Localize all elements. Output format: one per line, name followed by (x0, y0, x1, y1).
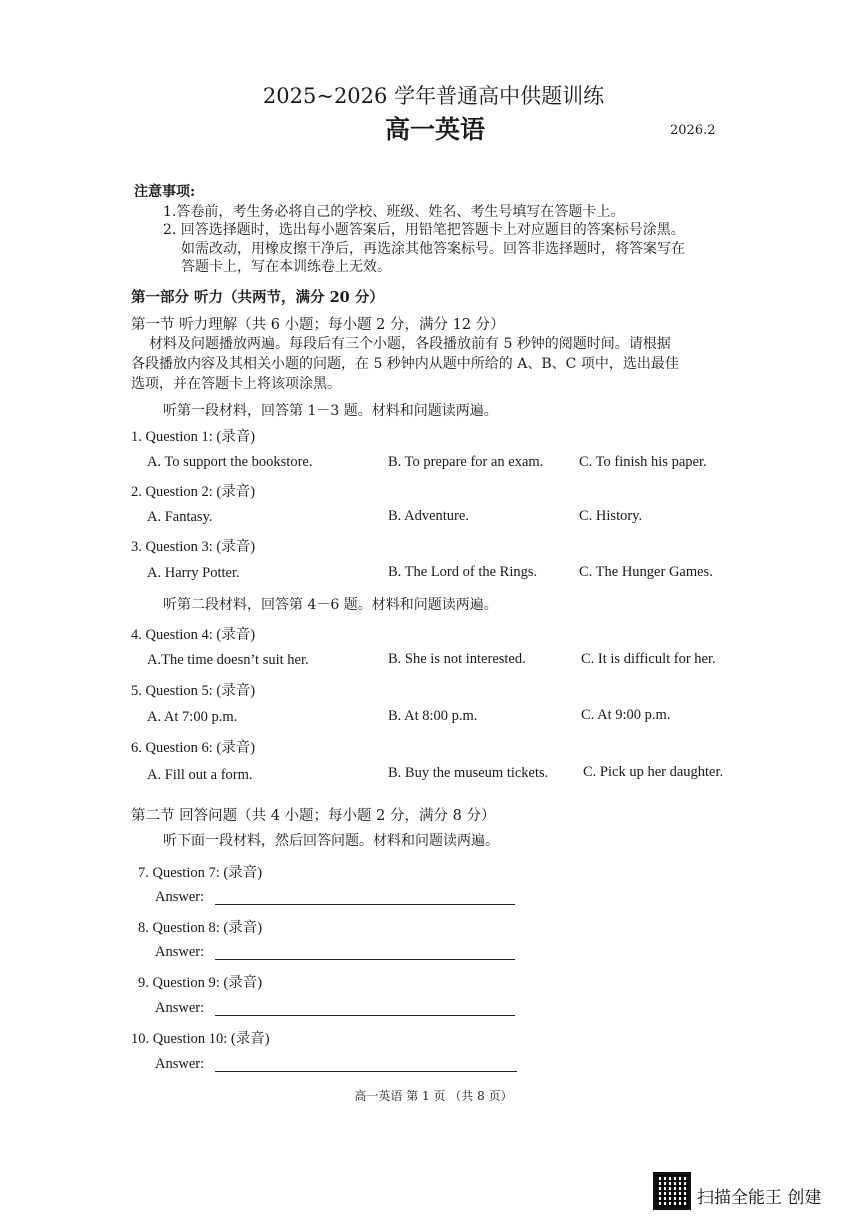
q5-option-a: A. At 7:00 p.m. (147, 709, 238, 725)
q4-option-c: C. It is difficult for her. (581, 651, 716, 667)
group2-instr: 听第二段材料，回答第 4－6 题。材料和问题读两遍。 (163, 597, 498, 613)
notice-item-2-line1: 2. 回答选择题时，选出每小题答案后，用铅笔把答题卡上对应题目的答案标号涂黑。 (163, 222, 685, 238)
q1-option-c: C. To finish his paper. (579, 454, 707, 470)
q4-option-a: A.The time doesn’t suit her. (147, 652, 309, 668)
q4-option-b: B. She is not interested. (388, 651, 526, 667)
section2-heading: 第二节 回答问题（共 4 小题；每小题 2 分，满分 8 分） (131, 808, 496, 824)
answer-line-8[interactable] (215, 959, 515, 960)
notice-item-2-line2: 如需改动，用橡皮擦干净后，再选涂其他答案标号。回答非选择题时，将答案写在 (181, 241, 685, 257)
question-1: 1. Question 1: (录音) (131, 429, 256, 445)
section1-heading: 第一节 听力理解（共 6 小题；每小题 2 分，满分 12 分） (131, 317, 505, 333)
question-5: 5. Question 5: (录音) (131, 683, 256, 699)
notice-item-2-line3: 答题卡上，写在本训练卷上无效。 (181, 259, 391, 275)
answer-label: Answer: (155, 1000, 205, 1016)
answer-label: Answer: (155, 1056, 205, 1072)
section2-instr: 听下面一段材料，然后回答问题。材料和问题读两遍。 (163, 833, 499, 849)
scanner-watermark: 扫描全能王 创建 (697, 1188, 822, 1208)
exam-date: 2026.2 (670, 123, 716, 138)
answer-line-7[interactable] (215, 904, 515, 905)
q5-option-b: B. At 8:00 p.m. (388, 708, 478, 724)
section1-instr-line3: 选项，并在答题卡上将该项涂黑。 (131, 376, 341, 392)
group1-instr: 听第一段材料，回答第 1－3 题。材料和问题读两遍。 (163, 403, 498, 419)
question-8: 8. Question 8: (录音) (138, 920, 263, 936)
q1-option-a: A. To support the bookstore. (147, 454, 313, 470)
exam-subtitle: 高一英语 (385, 115, 486, 144)
q3-option-a: A. Harry Potter. (147, 565, 240, 581)
question-2: 2. Question 2: (录音) (131, 484, 256, 500)
q2-option-b: B. Adventure. (388, 508, 469, 524)
q3-option-b: B. The Lord of the Rings. (388, 564, 538, 580)
section1-instr-line1: 材料及问题播放两遍。每段后有三个小题，各段播放前有 5 秒钟的阅题时间。请根据 (149, 336, 671, 352)
question-7: 7. Question 7: (录音) (138, 865, 263, 881)
q2-option-c: C. History. (579, 508, 643, 524)
exam-title: 2025~2026 学年普通高中供题训练 (262, 84, 605, 108)
q5-option-c: C. At 9:00 p.m. (581, 707, 671, 723)
qr-code-icon (653, 1172, 691, 1210)
question-6: 6. Question 6: (录音) (131, 740, 256, 756)
section1-instr-line2: 各段播放内容及其相关小题的问题，在 5 秒钟内从题中所给的 A、B、C 项中，选出最佳 (131, 356, 679, 372)
answer-line-9[interactable] (215, 1015, 515, 1016)
answer-label: Answer: (155, 944, 205, 960)
q6-option-b: B. Buy the museum tickets. (388, 765, 549, 781)
question-9: 9. Question 9: (录音) (138, 975, 263, 991)
q1-option-b: B. To prepare for an exam. (388, 454, 544, 470)
answer-line-10[interactable] (215, 1071, 517, 1072)
question-3: 3. Question 3: (录音) (131, 539, 256, 555)
answer-label: Answer: (155, 889, 205, 905)
q2-option-a: A. Fantasy. (147, 509, 213, 525)
page-footer: 高一英语 第 1 页 （共 8 页） (354, 1089, 513, 1103)
question-4: 4. Question 4: (录音) (131, 627, 256, 643)
part1-heading: 第一部分 听力（共两节，满分 20 分） (131, 289, 384, 306)
notice-heading: 注意事项: (134, 184, 196, 200)
notice-item-1: 1.答卷前，考生务必将自己的学校、班级、姓名、考生号填写在答题卡上。 (163, 204, 625, 220)
q3-option-c: C. The Hunger Games. (579, 564, 713, 580)
question-10: 10. Question 10: (录音) (131, 1031, 270, 1047)
q6-option-c: C. Pick up her daughter. (583, 764, 724, 780)
q6-option-a: A. Fill out a form. (147, 767, 253, 783)
